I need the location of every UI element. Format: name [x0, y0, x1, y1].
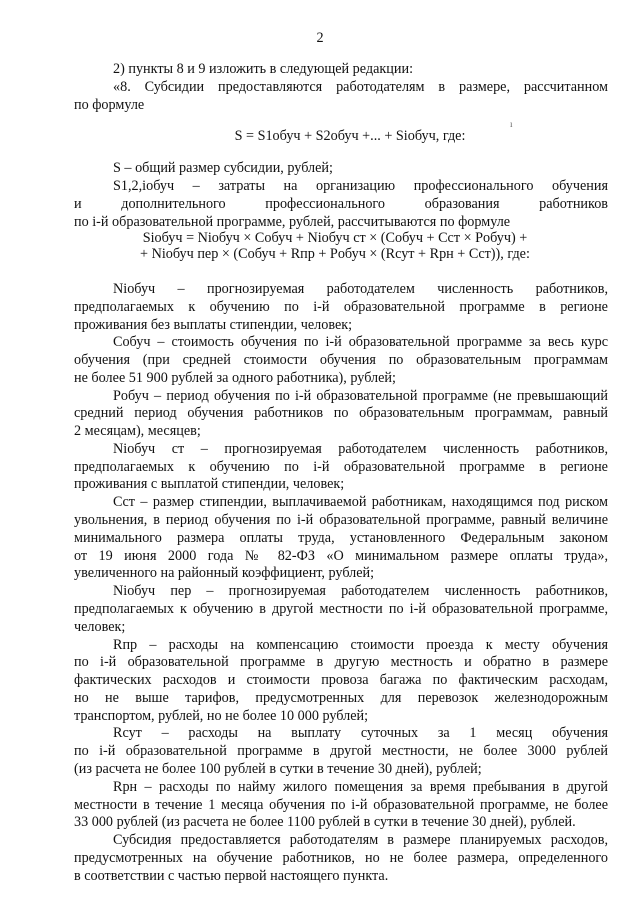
text-line: Rсут – расходы на выплату суточных за 1 месяц обучения	[113, 725, 608, 741]
scan-mark: ı	[510, 119, 513, 129]
page-number: 2	[316, 30, 324, 46]
text-line: предполагаемых к обучению в другой местности по i-й образовательной программе,	[74, 601, 608, 617]
formula-line: + Niобуч пер × (Cобуч + Rпр + Pобуч × (Rсут + Rрн + Cст)), где:	[140, 246, 530, 262]
text-line: S1,2,iобуч – затраты на организацию профессионального обучения	[113, 178, 608, 194]
text-line: местности в течение 1 месяца обучения по i-й образовательной программе, не более	[74, 797, 608, 813]
text-line: средний период обучения работников по образовательным программам, равный	[74, 405, 608, 421]
text-line: S – общий размер субсидии, рублей;	[113, 160, 333, 176]
text-line: (из расчета не более 100 рублей в сутки в течение 30 дней), рублей;	[74, 761, 482, 777]
text-line: по i-й образовательной программе, рублей, рассчитываются по формуле	[74, 214, 511, 230]
text-line: предусмотренных на обучение работников, но не более размера, определенного	[74, 850, 608, 866]
text-line: 2 месяцам), месяцев;	[74, 423, 201, 439]
text-line: не более 51 900 рублей за одного работника), рублей;	[74, 370, 396, 386]
text-line: предполагаемых к обучению по i-й образовательной программе в регионе	[74, 459, 608, 475]
text-line: по i-й образовательной программе в другую местность и обратно в размере	[74, 654, 608, 670]
text-line: Cст – размер стипендии, выплачиваемой работникам, находящимся под риском	[113, 494, 608, 510]
text-line: Niобуч пер – прогнозируемая работодателем численность работников,	[113, 583, 608, 599]
text-line: Rрн – расходы по найму жилого помещения за время пребывания в другой	[113, 779, 608, 795]
text-line: минимального размера оплаты труда, установленного Федеральным законом	[74, 530, 608, 546]
text-line: транспортом, рублей, но не более 10 000 рублей;	[74, 708, 369, 724]
text-line: 2) пункты 8 и 9 изложить в следующей редакции:	[113, 61, 414, 77]
text-line: Niобуч ст – прогнозируемая работодателем численность работников,	[113, 441, 608, 457]
text-line: предполагаемых к обучению по i-й образовательной программе в регионе	[74, 299, 608, 315]
text-line: но не выше тарифов, предусмотренных для перевозок железнодорожным	[74, 690, 608, 706]
text-line: по формуле	[74, 97, 145, 113]
text-line: проживания без выплаты стипендии, человек;	[74, 317, 353, 333]
text-line: увеличенного на районный коэффициент, рублей;	[74, 565, 375, 581]
text-line: Cобуч – стоимость обучения по i-й образовательной программе за весь курс	[113, 334, 608, 350]
text-line: проживания с выплатой стипендии, человек;	[74, 476, 345, 492]
formula-sum: S = S1обуч + S2обуч +... + Siобуч, где:	[234, 128, 466, 144]
text-line: Pобуч – период обучения по i-й образовательной программе (не превышающий	[113, 388, 608, 404]
text-line: человек;	[74, 619, 126, 635]
text-line: Субсидия предоставляется работодателям в размере планируемых расходов,	[113, 832, 608, 848]
text-line: обучения (при средней стоимости обучения по образовательным программам	[74, 352, 608, 368]
text-line: «8. Субсидии предоставляются работодателям в размере, рассчитанном	[113, 79, 608, 95]
text-line: от 19 июня 2000 года № 82-ФЗ «О минимальном размере оплаты труда»,	[74, 548, 608, 564]
text-line: по i-й образовательной программе в другой местности, не более 3000 рублей	[74, 743, 608, 759]
text-line: фактических расходов и стоимости провоза багажа по фактическим расходам,	[74, 672, 608, 688]
text-line: 33 000 рублей (из расчета не более 1100 рублей в сутки в течение 30 дней), рублей.	[74, 814, 576, 830]
text-line: Niобуч – прогнозируемая работодателем численность работников,	[113, 281, 608, 297]
text-line: и дополнительного профессионального образования работников	[74, 196, 608, 212]
text-line: увольнения, в период обучения по i-й образовательной программе, равный величине	[74, 512, 608, 528]
text-line: Rпр – расходы на компенсацию стоимости проезда к месту обучения	[113, 637, 608, 653]
text-line: в соответствии с частью первой настоящего пункта.	[74, 868, 389, 884]
formula-line: Siобуч = Niобуч × Cобуч + Niобуч ст × (Cобуч + Cст × Pобуч) +	[142, 230, 528, 246]
